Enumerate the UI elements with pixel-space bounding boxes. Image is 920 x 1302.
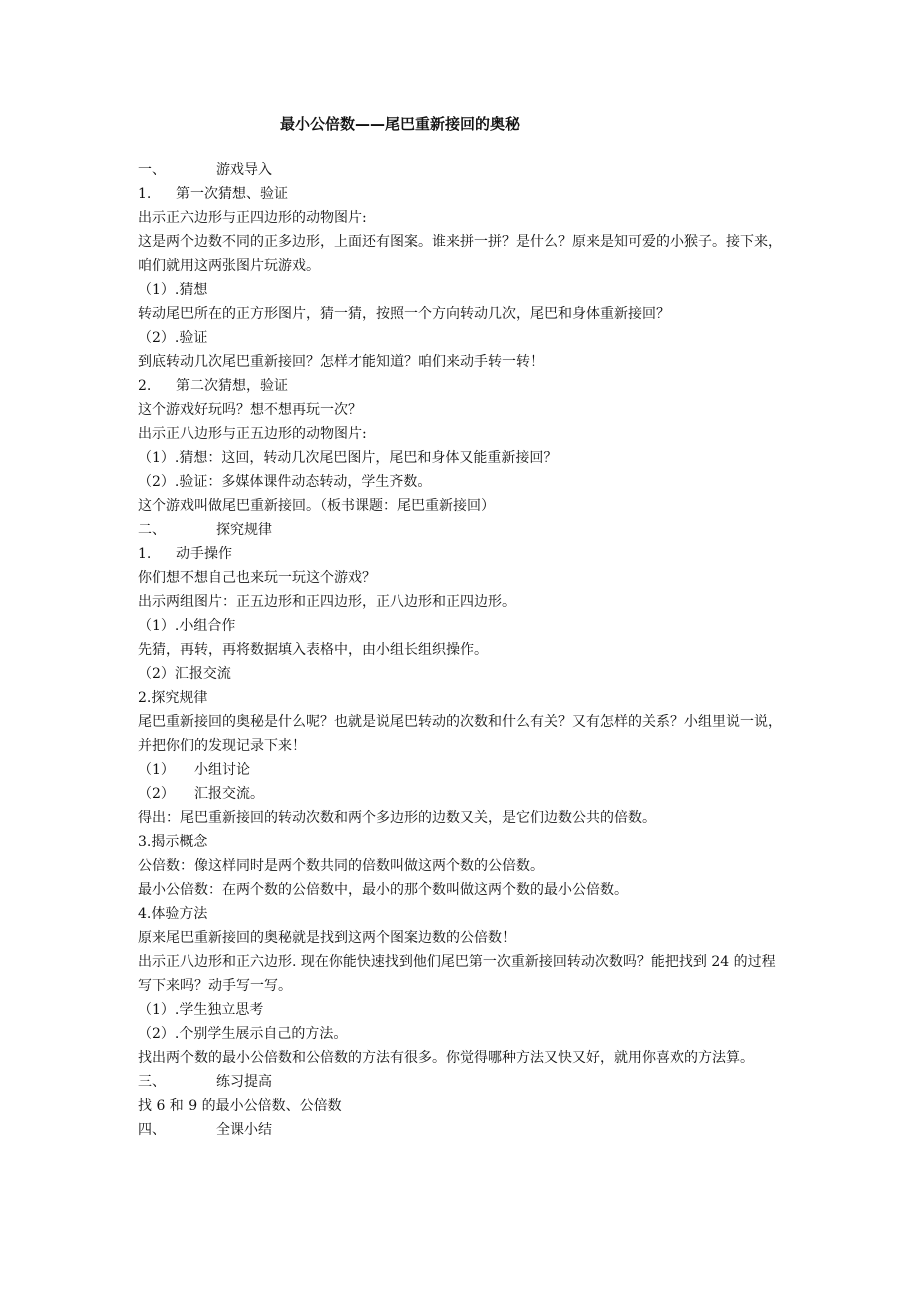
- subsection-heading: 3.揭示概念: [138, 834, 208, 850]
- section-heading-3: [138, 1070, 786, 1094]
- paragraph: 出示两组图片：正五边形和正四边形，正八边形和正四边形。: [138, 594, 516, 610]
- section-title: 游戏导入: [216, 162, 272, 178]
- section-number: 四、: [138, 1122, 166, 1138]
- item-title: 第二次猜想，验证: [176, 378, 288, 394]
- paragraph: 公倍数：像这样同时是两个数共同的倍数叫做这两个数的公倍数。: [138, 858, 544, 874]
- section-number: 二、: [138, 522, 166, 538]
- document-title: 最小公倍数——尾巴重新接回的奥秘: [279, 115, 520, 133]
- section-heading-2: [138, 518, 786, 542]
- paragraph: 你们想不想自己也来玩一玩这个游戏？: [138, 570, 376, 586]
- paragraph: 这是两个边数不同的正多边形，上面还有图案。谁来拼一拼？是什么？原来是知可爱的小猴子。接下来，咱们就用这两张图片玩游戏。: [138, 234, 782, 274]
- paragraph: （2）.个别学生展示自己的方法。: [138, 1026, 348, 1042]
- paragraph: 原来尾巴重新接回的奥秘就是找到这两个图案边数的公倍数！: [138, 930, 516, 946]
- paragraph: 先猜，再转，再将数据填入表格中，由小组长组织操作。: [138, 642, 488, 658]
- paragraph: （1）.猜想：这回，转动几次尾巴图片，尾巴和身体又能重新接回？: [138, 450, 558, 466]
- paragraph: 最小公倍数：在两个数的公倍数中，最小的那个数叫做这两个数的最小公倍数。: [138, 882, 628, 898]
- paragraph: （1）.猜想: [138, 282, 208, 298]
- list-text: 小组讨论: [194, 762, 250, 778]
- paragraph: 出示正八边形和正六边形. 现在你能快速找到他们尾巴第一次重新接回转动次数吗？能把找到 24 的过程写下来吗？动手写一写。: [138, 954, 776, 994]
- section-title: 练习提高: [216, 1074, 272, 1090]
- list-item: [138, 758, 786, 782]
- section-heading-4: [138, 1118, 786, 1142]
- document-body: [138, 158, 786, 1142]
- paragraph: 找出两个数的最小公倍数和公倍数的方法有很多。你觉得哪种方法又快又好，就用你喜欢的方法算。: [138, 1050, 754, 1066]
- section-heading-1: [138, 158, 786, 182]
- item-title: 第一次猜想、验证: [176, 186, 288, 202]
- list-number: （1）: [138, 762, 175, 778]
- list-number: （2）: [138, 786, 175, 802]
- paragraph: 到底转动几次尾巴重新接回？怎样才能知道？咱们来动手转一转！: [138, 354, 544, 370]
- subsection-heading: [138, 374, 786, 398]
- paragraph: 得出：尾巴重新接回的转动次数和两个多边形的边数又关，是它们边数公共的倍数。: [138, 810, 656, 826]
- list-text: 汇报交流。: [194, 786, 264, 802]
- item-title: 动手操作: [176, 546, 232, 562]
- section-number: 一、: [138, 162, 166, 178]
- paragraph: 这个游戏叫做尾巴重新接回。（板书课题：尾巴重新接回）: [138, 498, 495, 514]
- subsection-heading: 2.探究规律: [138, 690, 208, 706]
- subsection-heading: 4.体验方法: [138, 906, 208, 922]
- subsection-heading: [138, 542, 786, 566]
- paragraph: 出示正六边形与正四边形的动物图片:: [138, 210, 367, 226]
- paragraph: 这个游戏好玩吗？想不想再玩一次？: [138, 402, 362, 418]
- subsection-heading: [138, 182, 786, 206]
- item-number: 1.: [138, 546, 152, 562]
- section-title: 探究规律: [216, 522, 272, 538]
- paragraph: （2）.验证: [138, 330, 208, 346]
- item-number: 1.: [138, 186, 152, 202]
- paragraph: 转动尾巴所在的正方形图片，猜一猜，按照一个方向转动几次，尾巴和身体重新接回？: [138, 306, 670, 322]
- paragraph: 出示正八边形与正五边形的动物图片:: [138, 426, 367, 442]
- item-number: 2.: [138, 378, 152, 394]
- paragraph: （1）.学生独立思考: [138, 1002, 264, 1018]
- section-number: 三、: [138, 1074, 166, 1090]
- paragraph: （2）.验证：多媒体课件动态转动，学生齐数。: [138, 474, 432, 490]
- paragraph: 尾巴重新接回的奥秘是什么呢？也就是说尾巴转动的次数和什么有关？又有怎样的关系？小组里说一说，并把你们的发现记录下来！: [138, 714, 782, 754]
- paragraph: （2）汇报交流: [138, 666, 231, 682]
- paragraph: （1）.小组合作: [138, 618, 236, 634]
- list-item: [138, 782, 786, 806]
- section-title: 全课小结: [216, 1122, 272, 1138]
- paragraph: 找 6 和 9 的最小公倍数、公倍数: [138, 1098, 342, 1114]
